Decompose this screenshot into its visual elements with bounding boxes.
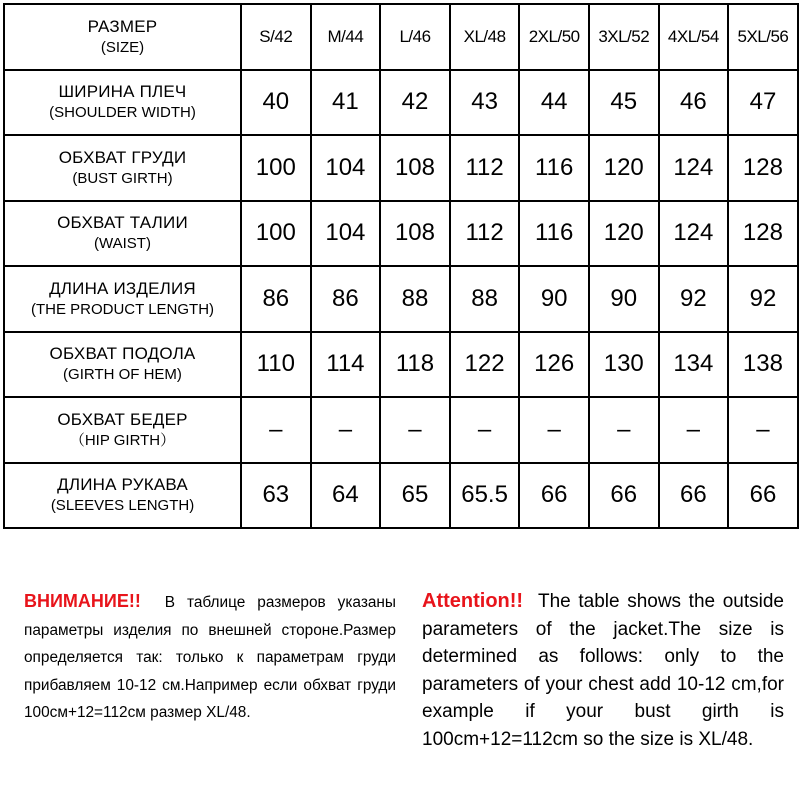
row-label [4, 4, 241, 70]
row-label [4, 397, 241, 463]
row-label [4, 463, 241, 529]
measurement-row [4, 201, 798, 267]
value-cell: 124 [659, 135, 729, 201]
value-cell: 88 [380, 266, 450, 332]
row-label-en: (GIRTH OF HEM) [63, 366, 182, 384]
value-cell: 66 [728, 463, 798, 529]
value-cell: 112 [450, 135, 520, 201]
row-label-ru: РАЗМЕР [87, 16, 158, 36]
row-label-en: （HIP GIRTH） [69, 431, 176, 449]
measurement-row [4, 135, 798, 201]
note-english [422, 588, 784, 754]
value-cell: 100 [241, 135, 311, 201]
value-cell: 44 [519, 70, 589, 136]
size-header-cell: 4XL/54 [659, 4, 729, 70]
row-label [4, 201, 241, 267]
size-header-cell: L/46 [380, 4, 450, 70]
value-cell: 112 [450, 201, 520, 267]
warning-label-ru: ВНИМАНИЕ!! [24, 591, 141, 611]
value-cell: – [659, 397, 729, 463]
measurement-row [4, 397, 798, 463]
value-cell: – [311, 397, 381, 463]
value-cell: 114 [311, 332, 381, 398]
warning-label-en: Attention!! [422, 590, 524, 612]
value-cell: 108 [380, 135, 450, 201]
size-header-cell: S/42 [241, 4, 311, 70]
value-cell: 90 [589, 266, 659, 332]
size-header-cell: M/44 [311, 4, 381, 70]
row-label [4, 135, 241, 201]
measurement-row [4, 266, 798, 332]
value-cell: – [519, 397, 589, 463]
value-cell: 118 [380, 332, 450, 398]
note-text-en: The table shows the outside parameters of the jacket.The size is determined as follows: only to the parameters of your chest add 10-12 cm,for example if your bust girth is 100cm+12=112cm so the size is XL/48. [422, 591, 784, 750]
value-cell: 134 [659, 332, 729, 398]
row-label-en: (SLEEVES LENGTH) [50, 497, 195, 515]
value-cell: 65 [380, 463, 450, 529]
value-cell: 46 [659, 70, 729, 136]
value-cell: 120 [589, 135, 659, 201]
value-cell: 92 [728, 266, 798, 332]
row-label [4, 332, 241, 398]
value-cell: 45 [589, 70, 659, 136]
value-cell: 40 [241, 70, 311, 136]
value-cell: 108 [380, 201, 450, 267]
value-cell: 88 [450, 266, 520, 332]
value-cell: 47 [728, 70, 798, 136]
value-cell: 66 [589, 463, 659, 529]
row-label-ru: ДЛИНА ИЗДЕЛИЯ [49, 278, 196, 298]
value-cell: 120 [589, 201, 659, 267]
row-label-en: (WAIST) [94, 235, 151, 253]
measurement-row [4, 70, 798, 136]
value-cell: 65.5 [450, 463, 520, 529]
row-label [4, 266, 241, 332]
value-cell: 138 [728, 332, 798, 398]
row-label-ru: ОБХВАТ ГРУДИ [58, 147, 187, 167]
value-cell: – [589, 397, 659, 463]
row-label-ru: ОБХВАТ ТАЛИИ [57, 213, 188, 233]
value-cell: 42 [380, 70, 450, 136]
value-cell: 100 [241, 201, 311, 267]
row-label-en: (THE PRODUCT LENGTH) [30, 300, 215, 318]
size-header-cell: 5XL/56 [728, 4, 798, 70]
value-cell: 116 [519, 201, 589, 267]
value-cell: 63 [241, 463, 311, 529]
value-cell: – [380, 397, 450, 463]
value-cell: 124 [659, 201, 729, 267]
value-cell: 130 [589, 332, 659, 398]
value-cell: – [450, 397, 520, 463]
value-cell: 92 [659, 266, 729, 332]
row-label-en: (SHOULDER WIDTH) [49, 104, 196, 122]
row-label-ru: ОБХВАТ ПОДОЛА [49, 344, 196, 364]
value-cell: 128 [728, 201, 798, 267]
size-chart-table [3, 3, 799, 529]
row-label-ru: ОБХВАТ БЕДЕР [57, 409, 188, 429]
value-cell: – [241, 397, 311, 463]
row-label-ru: ШИРИНА ПЛЕЧ [58, 82, 187, 102]
value-cell: 126 [519, 332, 589, 398]
size-header-cell: 3XL/52 [589, 4, 659, 70]
value-cell: 86 [241, 266, 311, 332]
value-cell: 41 [311, 70, 381, 136]
value-cell: 122 [450, 332, 520, 398]
value-cell: 86 [311, 266, 381, 332]
value-cell: 128 [728, 135, 798, 201]
row-label [4, 70, 241, 136]
row-label-en: (SIZE) [100, 38, 145, 56]
size-header-cell: 2XL/50 [519, 4, 589, 70]
value-cell: 116 [519, 135, 589, 201]
value-cell: 104 [311, 201, 381, 267]
value-cell: 66 [659, 463, 729, 529]
measurement-row [4, 332, 798, 398]
value-cell: 110 [241, 332, 311, 398]
value-cell: 64 [311, 463, 381, 529]
value-cell: 104 [311, 135, 381, 201]
note-text-ru: В таблице размеров указаны параметры изделия по внешней стороне.Размер определяется так: только к параметрам груди прибавляем 10-12 см.Например если обхват груди 100см+12=112см размер XL/48. [24, 594, 396, 722]
size-header-row [4, 4, 798, 70]
row-label-ru: ДЛИНА РУКАВА [57, 475, 188, 495]
row-label-en: (BUST GIRTH) [72, 169, 173, 187]
value-cell: 43 [450, 70, 520, 136]
note-russian [24, 588, 396, 727]
value-cell: 66 [519, 463, 589, 529]
value-cell: – [728, 397, 798, 463]
size-header-cell: XL/48 [450, 4, 520, 70]
value-cell: 90 [519, 266, 589, 332]
measurement-row [4, 463, 798, 529]
